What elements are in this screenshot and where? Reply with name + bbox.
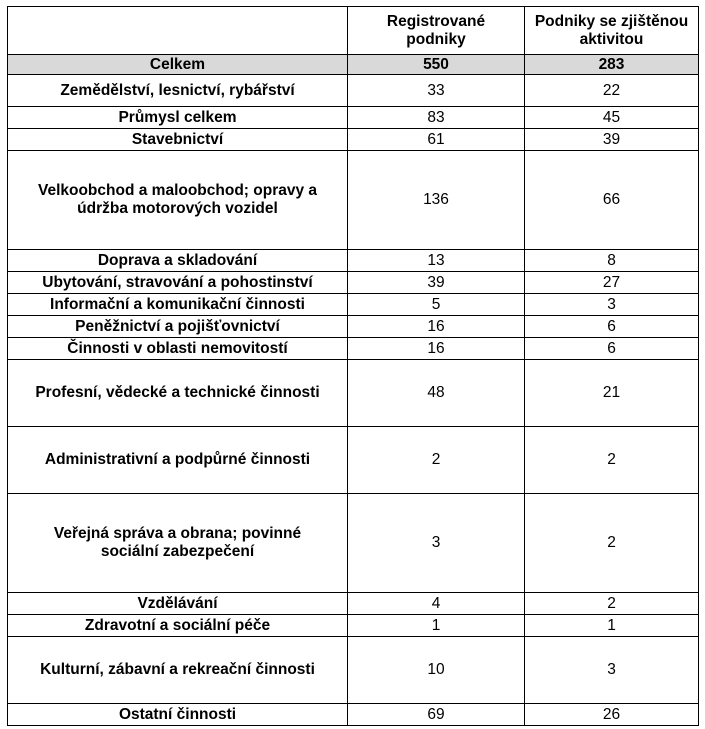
table-row	[8, 360, 699, 427]
row-active: 8	[525, 250, 699, 272]
row-registered: 39	[348, 272, 525, 294]
row-label: Peněžnictví a pojišťovnictví	[8, 316, 348, 338]
row-registered: 1	[348, 615, 525, 637]
table-row	[8, 129, 699, 151]
row-label: Kulturní, zábavní a rekreační činnosti	[8, 637, 348, 704]
row-registered: 13	[348, 250, 525, 272]
row-active: 3	[525, 637, 699, 704]
row-label: Stavebnictví	[8, 129, 348, 151]
header-empty-cell	[8, 7, 348, 55]
row-label-text: Velkoobchod a maloobchod; opravy a údržba motorových vozidel	[37, 182, 318, 217]
row-active: 21	[525, 360, 699, 427]
row-active: 6	[525, 316, 699, 338]
sector-business-table	[7, 6, 699, 726]
row-active: 22	[525, 75, 699, 107]
table-row	[8, 593, 699, 615]
table-row	[8, 294, 699, 316]
table-row	[8, 615, 699, 637]
row-registered: 2	[348, 427, 525, 494]
row-active: 66	[525, 151, 699, 250]
row-registered: 3	[348, 494, 525, 593]
row-registered: 61	[348, 129, 525, 151]
row-registered: 16	[348, 338, 525, 360]
row-label: Zemědělství, lesnictví, rybářství	[8, 75, 348, 107]
row-registered: 33	[348, 75, 525, 107]
header-registered	[348, 7, 525, 55]
table-row	[8, 151, 699, 250]
row-active: 1	[525, 615, 699, 637]
row-active: 26	[525, 704, 699, 726]
row-label: Profesní, vědecké a technické činnosti	[8, 360, 348, 427]
table-row	[8, 494, 699, 593]
row-label-text: Veřejná správa a obrana; povinné sociální zabezpečení	[53, 525, 302, 560]
row-label: Zdravotní a sociální péče	[8, 615, 348, 637]
row-registered: 136	[348, 151, 525, 250]
total-registered: 550	[348, 55, 525, 75]
row-registered: 48	[348, 360, 525, 427]
total-active: 283	[525, 55, 699, 75]
row-active: 2	[525, 494, 699, 593]
row-label: Ubytování, stravování a pohostinství	[8, 272, 348, 294]
row-label: Průmysl celkem	[8, 107, 348, 129]
row-active: 3	[525, 294, 699, 316]
header-active	[525, 7, 699, 55]
header-row	[8, 7, 699, 55]
row-registered: 10	[348, 637, 525, 704]
table-row	[8, 250, 699, 272]
row-active: 6	[525, 338, 699, 360]
total-label: Celkem	[8, 55, 348, 75]
row-label	[8, 494, 348, 593]
row-registered: 83	[348, 107, 525, 129]
row-registered: 16	[348, 316, 525, 338]
row-label: Doprava a skladování	[8, 250, 348, 272]
row-active: 45	[525, 107, 699, 129]
row-active: 39	[525, 129, 699, 151]
row-label: Vzdělávání	[8, 593, 348, 615]
row-active: 27	[525, 272, 699, 294]
table-row	[8, 272, 699, 294]
table-row	[8, 338, 699, 360]
row-registered: 4	[348, 593, 525, 615]
table-row	[8, 107, 699, 129]
total-row	[8, 55, 699, 75]
table-row	[8, 704, 699, 726]
table-row	[8, 427, 699, 494]
row-label: Ostatní činnosti	[8, 704, 348, 726]
row-label: Administrativní a podpůrné činnosti	[8, 427, 348, 494]
row-active: 2	[525, 427, 699, 494]
row-label: Činnosti v oblasti nemovitostí	[8, 338, 348, 360]
table-row	[8, 75, 699, 107]
row-registered: 5	[348, 294, 525, 316]
header-active-label: Podniky se zjištěnou aktivitou	[534, 12, 689, 48]
header-registered-label: Registrované podniky	[386, 12, 486, 48]
row-registered: 69	[348, 704, 525, 726]
row-label	[8, 151, 348, 250]
table-row	[8, 637, 699, 704]
table-row	[8, 316, 699, 338]
row-active: 2	[525, 593, 699, 615]
row-label: Informační a komunikační činnosti	[8, 294, 348, 316]
